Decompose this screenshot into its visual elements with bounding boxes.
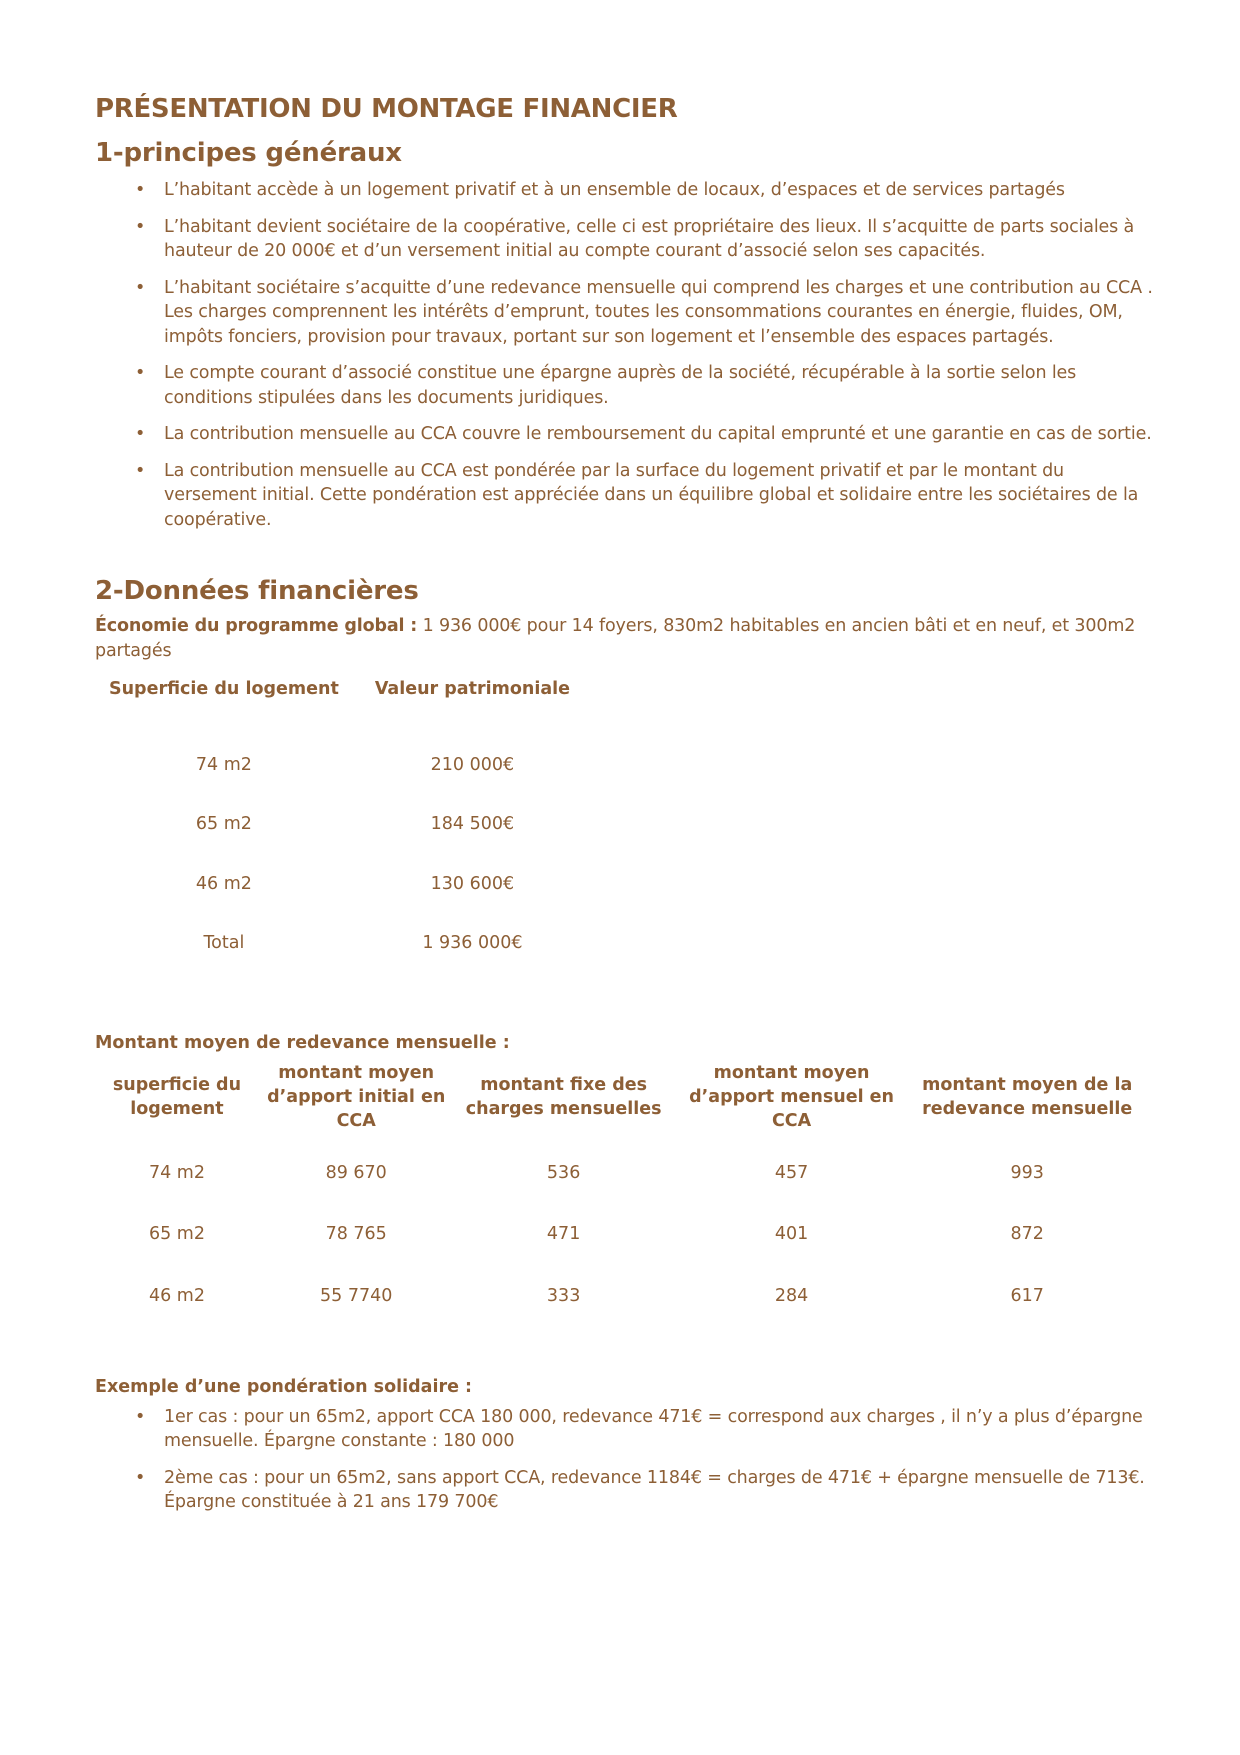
principles-list xyxy=(95,178,1155,532)
column-header: montant fixe des charges mensuelles xyxy=(465,1075,662,1119)
bullet-icon: • xyxy=(135,363,146,383)
column-header: montant moyen d’apport initial en CCA xyxy=(267,1063,446,1131)
bullet-icon: • xyxy=(135,424,146,444)
list-item: • L’habitant accède à un logement privatif et à un ensemble de locaux, d’espaces et de services partagés xyxy=(135,178,1155,203)
monthly-fee-table xyxy=(95,1061,1145,1327)
economy-paragraph xyxy=(95,614,1155,663)
list-item: • La contribution mensuelle au CCA couvre le remboursement du capital emprunté et une garantie en cas de sortie. xyxy=(135,422,1155,447)
bullet-icon: • xyxy=(135,216,146,237)
table-row: 65 m2 78 765 471 401 872 xyxy=(148,1224,1044,1245)
document-page xyxy=(95,92,1155,1527)
bullet-icon: • xyxy=(135,277,146,298)
list-item: • Le compte courant d’associé constitue une épargne auprès de la société, récupérable à la sortie selon les conditions stipulées dans les documents juridiques. xyxy=(135,363,1077,408)
list-item: • 1er cas : pour un 65m2, apport CCA 180 000, redevance 471€ = correspond aux charges , il n’y a plus d’épargne mensuelle. Épargne constante : 180 000 xyxy=(135,1406,1143,1451)
bullet-icon: • xyxy=(135,1467,146,1488)
list-item: • La contribution mensuelle au CCA est pondérée par la surface du logement privatif et par le montant du versement initial. Cette pondération est appréciée dans un équilibre global et solidaire entre les sociétaires de la coopérative. xyxy=(135,460,1139,530)
list-item: • L’habitant devient sociétaire de la coopérative, celle ci est propriétaire des lieux. Il s’acquitte de parts sociales à hauteur de 20 000€ et d’un versement initial au compte courant d’associé selon ses capacités. xyxy=(135,216,1135,261)
list-item: • L’habitant sociétaire s’acquitte d’une redevance mensuelle qui comprend les charges et une contribution au CCA . Les charges comprennent les intérêts d’emprunt, toutes les consommations courantes en énergie, fluides, OM, impôts fonciers, provision pour travaux, portant sur son logement et l’ensemble des espaces partagés. xyxy=(135,277,1153,347)
fee-table-label: Montant moyen de redevance mensuelle : xyxy=(95,1033,510,1053)
section-1-heading: 1-principes généraux xyxy=(95,138,402,168)
list-item: • 2ème cas : pour un 65m2, sans apport CCA, redevance 1184€ = charges de 471€ + épargne mensuelle de 713€. Épargne constituée à 21 ans 179 700€ xyxy=(135,1467,1145,1512)
bullet-icon: • xyxy=(135,180,146,200)
table-row: 46 m2 130 600€ xyxy=(195,873,515,894)
column-header: montant moyen d’apport mensuel en CCA xyxy=(689,1063,894,1131)
table-row: 46 m2 55 7740 333 284 617 xyxy=(148,1285,1044,1306)
column-header: Superficie du logement xyxy=(109,679,339,699)
column-header: Valeur patrimoniale xyxy=(374,679,570,699)
economy-label: Économie du programme global : xyxy=(95,616,418,636)
table-row: 74 m2 89 670 536 457 993 xyxy=(148,1162,1044,1183)
column-header: montant moyen de la redevance mensuelle xyxy=(922,1075,1133,1119)
table-row-total: Total 1 936 000€ xyxy=(203,933,523,954)
bullet-icon: • xyxy=(135,1406,146,1427)
table-row: 65 m2 184 500€ xyxy=(195,814,515,835)
section-2-heading: 2-Données financières xyxy=(95,576,419,606)
column-header: superficie du logement xyxy=(112,1075,242,1119)
bullet-icon: • xyxy=(135,460,146,481)
patrimony-table xyxy=(109,676,606,973)
section-2 xyxy=(95,574,1155,1515)
examples-list xyxy=(95,1405,1155,1515)
document-title: PRÉSENTATION DU MONTAGE FINANCIER xyxy=(95,94,678,124)
example-label: Exemple d’une pondération solidaire : xyxy=(95,1376,473,1397)
economy-text: 1 936 000€ pour 14 foyers, 830m2 habitables en ancien bâti et en neuf, et 300m2 partagés xyxy=(95,616,1136,661)
table-row: 74 m2 210 000€ xyxy=(195,754,515,775)
